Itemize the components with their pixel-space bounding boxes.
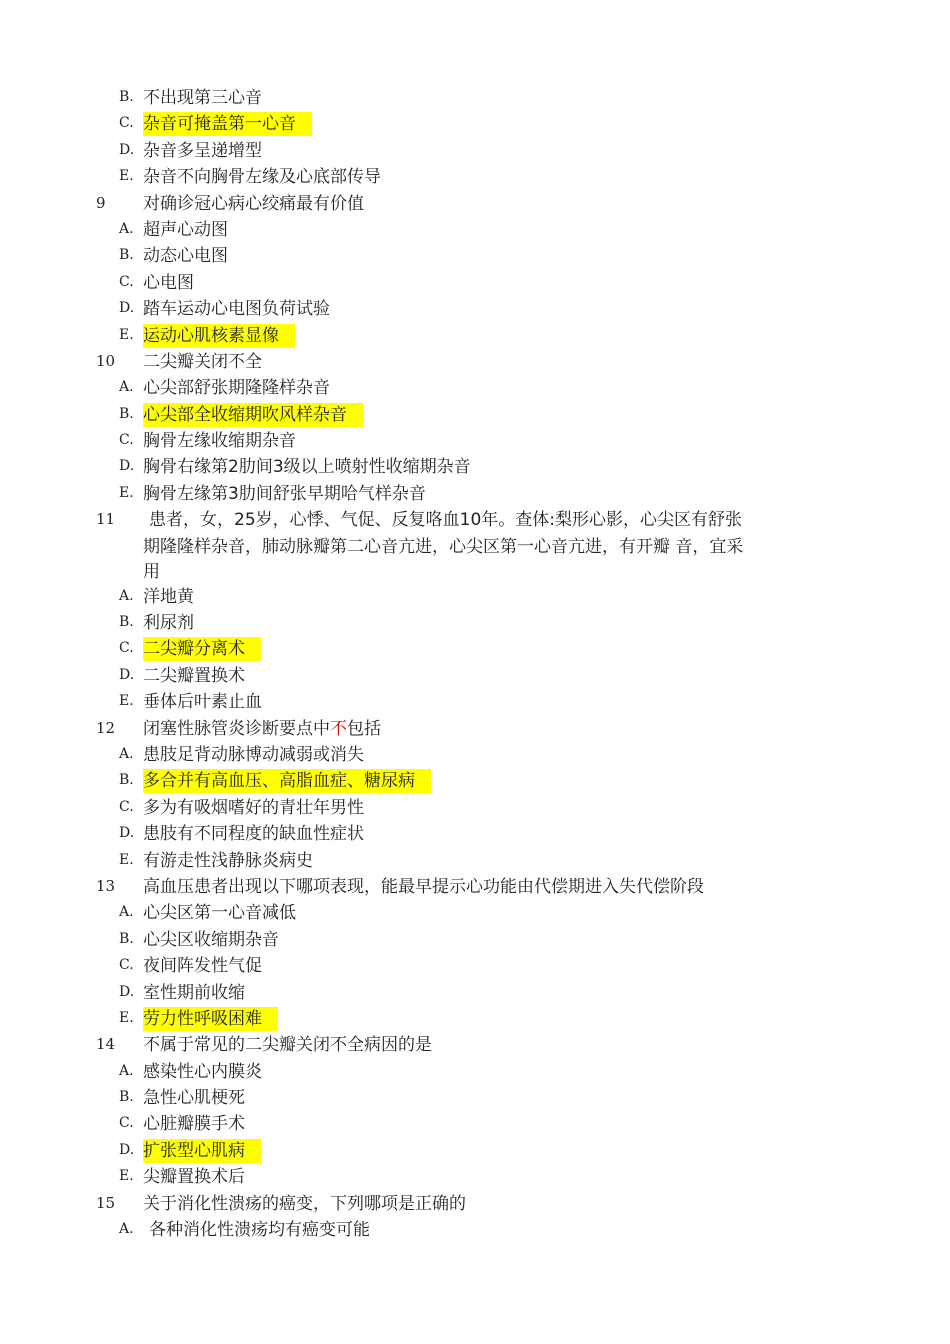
line-text: 患肢有不同程度的缺血性症状 [143,824,364,845]
stem-text-after: 包括 [347,718,381,739]
question-stem [0,350,950,376]
answer-option [0,981,950,1007]
question-stem [0,875,950,901]
answer-option [0,482,950,508]
highlighted-answer-text: 多合并有高血压、高脂血症、糖尿病 [143,769,431,793]
answer-option [0,954,950,980]
line-text: 洋地黄 [143,586,194,607]
answer-option [0,1218,950,1244]
line-text: 心脏瓣膜手术 [143,1114,245,1135]
question-number: 11 [96,510,116,529]
answer-option [0,403,950,429]
line-text: 不出现第三心音 [143,88,262,108]
option-label: E. [119,326,134,343]
option-label: D. [119,1141,135,1158]
line-text: 患者，女，25岁，心悸、气促、反复咯血10年。查体:梨形心影，心尖区有舒张 [149,510,742,531]
line-text: 杂音多呈递增型 [143,140,262,161]
answer-option [0,743,950,769]
question-stem [0,192,950,218]
answer-option [0,165,950,191]
option-label: B. [119,614,134,631]
answer-option [0,112,950,138]
line-text: 利尿剂 [143,613,194,634]
line-text: 尖瓣置换术后 [143,1167,245,1188]
option-label: A. [119,1221,134,1238]
answer-option [0,324,950,350]
answer-option [0,139,950,165]
line-text: 二尖瓣置换术 [143,665,245,686]
option-label: B. [119,930,134,947]
answer-option [0,769,950,795]
option-label: C. [119,640,134,657]
highlighted-answer-text: 劳力性呼吸困难 [143,1007,278,1031]
option-label: D. [119,825,135,842]
option-label: D. [119,300,135,317]
question-stem [0,1192,950,1218]
answer-option [0,429,950,455]
option-label: B. [119,1089,134,1106]
answer-option [0,611,950,637]
question-number: 12 [96,718,116,737]
question-stem [0,508,950,534]
answer-option [0,796,950,822]
line-text: 踏车运动心电图负荷试验 [143,299,330,320]
line-text: 心电图 [143,272,194,293]
answer-option [0,637,950,663]
option-label: E. [119,1168,134,1185]
answer-option [0,218,950,244]
option-label: E. [119,168,134,185]
option-label: A. [119,1062,134,1079]
answer-option [0,1139,950,1165]
stem-text-before: 闭塞性脉管炎诊断要点中 [143,718,330,739]
line-text: 急性心肌梗死 [143,1088,245,1109]
option-label: C. [119,798,134,815]
question-stem [0,717,950,743]
highlighted-answer-text: 杂音可掩盖第一心音 [143,112,312,136]
line-text: 超声心动图 [143,219,228,240]
answer-option [0,901,950,927]
option-label: E. [119,693,134,710]
answer-option [0,822,950,848]
line-text: 用 [143,561,160,582]
line-text: 期隆隆样杂音，肺动脉瓣第二心音亢进，心尖区第一心音亢进，有开瓣 音，宜采 [143,536,744,557]
answer-option [0,849,950,875]
line-text: 高血压患者出现以下哪项表现，能最早提示心功能由代偿期进入失代偿阶段 [143,876,704,897]
option-label: E. [119,1009,134,1026]
option-label: B. [119,89,134,105]
line-text: 垂体后叶素止血 [143,692,262,713]
line-text: 夜间阵发性气促 [143,956,262,977]
option-label: C. [119,957,134,974]
answer-option [0,690,950,716]
highlighted-answer-text: 扩张型心肌病 [143,1139,261,1163]
question-number: 13 [96,876,116,895]
answer-option [0,271,950,297]
answer-option [0,664,950,690]
answer-option [0,376,950,402]
line-text: 动态心电图 [143,246,228,267]
option-label: A. [119,587,134,604]
answer-option [0,1007,950,1033]
option-label: D. [119,983,135,1000]
option-label: C. [119,432,134,449]
line-text: 各种消化性溃疡均有癌变可能 [149,1220,370,1241]
line-text: 不属于常见的二尖瓣关闭不全病因的是 [143,1035,432,1056]
line-text: 多为有吸烟嗜好的青壮年男性 [143,797,364,818]
question-stem-continuation [0,535,950,560]
line-text: 关于消化性溃疡的癌变，下列哪项是正确的 [143,1193,466,1214]
answer-option [0,1060,950,1086]
line-text: 二尖瓣关闭不全 [143,351,262,372]
option-label: B. [119,247,134,264]
answer-option [0,1112,950,1138]
question-number: 9 [96,193,106,212]
answer-option [0,585,950,611]
emphasis-not: 不 [330,718,347,739]
option-label: D. [119,141,135,158]
highlighted-answer-text: 二尖瓣分离术 [143,637,261,661]
option-label: E. [119,851,134,868]
question-number: 15 [96,1193,116,1212]
exam-document [0,86,950,1244]
option-label: C. [119,115,134,132]
line-text: 室性期前收缩 [143,982,245,1003]
option-label: C. [119,273,134,290]
option-label: A. [119,745,134,762]
question-stem-continuation [0,560,950,585]
line-text [143,717,397,741]
option-label: C. [119,1115,134,1132]
answer-option [0,297,950,323]
line-text: 胸骨右缘第2肋间3级以上喷射性收缩期杂音 [143,457,471,478]
answer-option [0,928,950,954]
option-label: A. [119,379,134,396]
option-label: A. [119,220,134,237]
line-text: 杂音不向胸骨左缘及心底部传导 [143,167,381,188]
line-text: 有游走性浅静脉炎病史 [143,850,313,871]
option-label: A. [119,904,134,921]
option-label: D. [119,666,135,683]
answer-option [0,86,950,112]
option-label: D. [119,458,135,475]
answer-option [0,1165,950,1191]
line-text: 感染性心内膜炎 [143,1061,262,1082]
line-text: 胸骨左缘第3肋间舒张早期哈气样杂音 [143,483,426,504]
option-label: E. [119,484,134,501]
answer-option [0,1086,950,1112]
option-label: B. [119,772,134,789]
highlighted-answer-text: 运动心肌核素显像 [143,324,295,348]
line-text: 心尖区收缩期杂音 [143,929,279,950]
line-text: 患肢足背动脉博动减弱或消失 [143,744,364,765]
line-text: 胸骨左缘收缩期杂音 [143,431,296,452]
highlighted-answer-text: 心尖部全收缩期吹风样杂音 [143,403,363,427]
line-text: 心尖部舒张期隆隆样杂音 [143,378,330,399]
question-number: 10 [96,351,116,370]
question-number: 14 [96,1035,116,1054]
line-text: 对确诊冠心病心绞痛最有价值 [143,193,364,214]
option-label: B. [119,405,134,422]
line-text: 心尖区第一心音减低 [143,903,296,924]
answer-option [0,244,950,270]
question-stem [0,1033,950,1059]
answer-option [0,455,950,481]
